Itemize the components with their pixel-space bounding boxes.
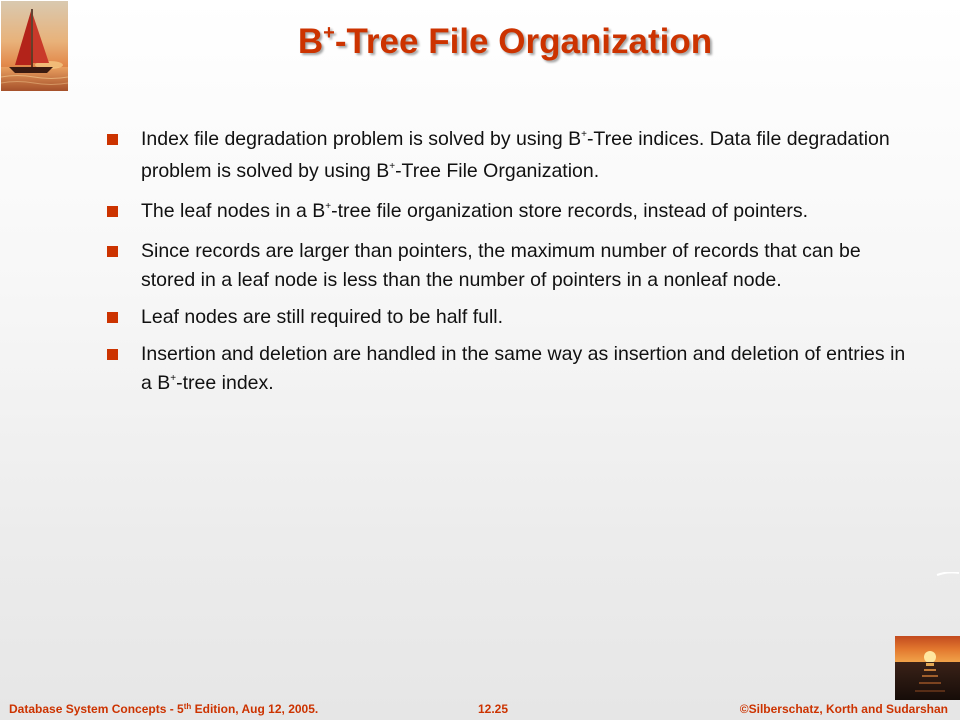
bullet-item	[106, 197, 906, 229]
bullet-item	[106, 237, 906, 295]
bullet-list	[106, 125, 906, 409]
decorative-arc	[936, 572, 960, 576]
slide-title: B+-Tree File Organization	[297, 22, 713, 61]
bullet-text: The leaf nodes in a B+-tree file organization store records, instead of pointers.	[141, 200, 809, 222]
sunset-image	[895, 636, 960, 700]
bullet-item	[106, 125, 906, 189]
footer	[0, 698, 960, 720]
square-bullet-icon	[107, 246, 118, 257]
square-bullet-icon	[107, 134, 118, 145]
bullet-item	[106, 340, 906, 401]
footer-course-info: Database System Concepts - 5th Edition, Aug 12, 2005.	[9, 702, 319, 716]
square-bullet-icon	[107, 206, 118, 217]
square-bullet-icon	[107, 349, 118, 360]
bullet-text: Since records are larger than pointers, the maximum number of records that can be stored in a leaf node is less than the number of pointers in a nonleaf node.	[141, 240, 861, 291]
bullet-item	[106, 303, 906, 332]
bullet-text: Index file degradation problem is solved by using B+-Tree indices. Data file degradation problem is solved by using B+-Tree File Organization.	[141, 128, 890, 182]
footer-copyright: ©Silberschatz, Korth and Sudarshan	[739, 702, 948, 716]
square-bullet-icon	[107, 312, 118, 323]
bullet-text: Leaf nodes are still required to be half full.	[141, 306, 504, 328]
footer-slide-number: 12.25	[478, 702, 509, 716]
sunset-icon	[895, 636, 960, 700]
bullet-text: Insertion and deletion are handled in the same way as insertion and deletion of entries in a B+-tree index.	[141, 343, 906, 394]
